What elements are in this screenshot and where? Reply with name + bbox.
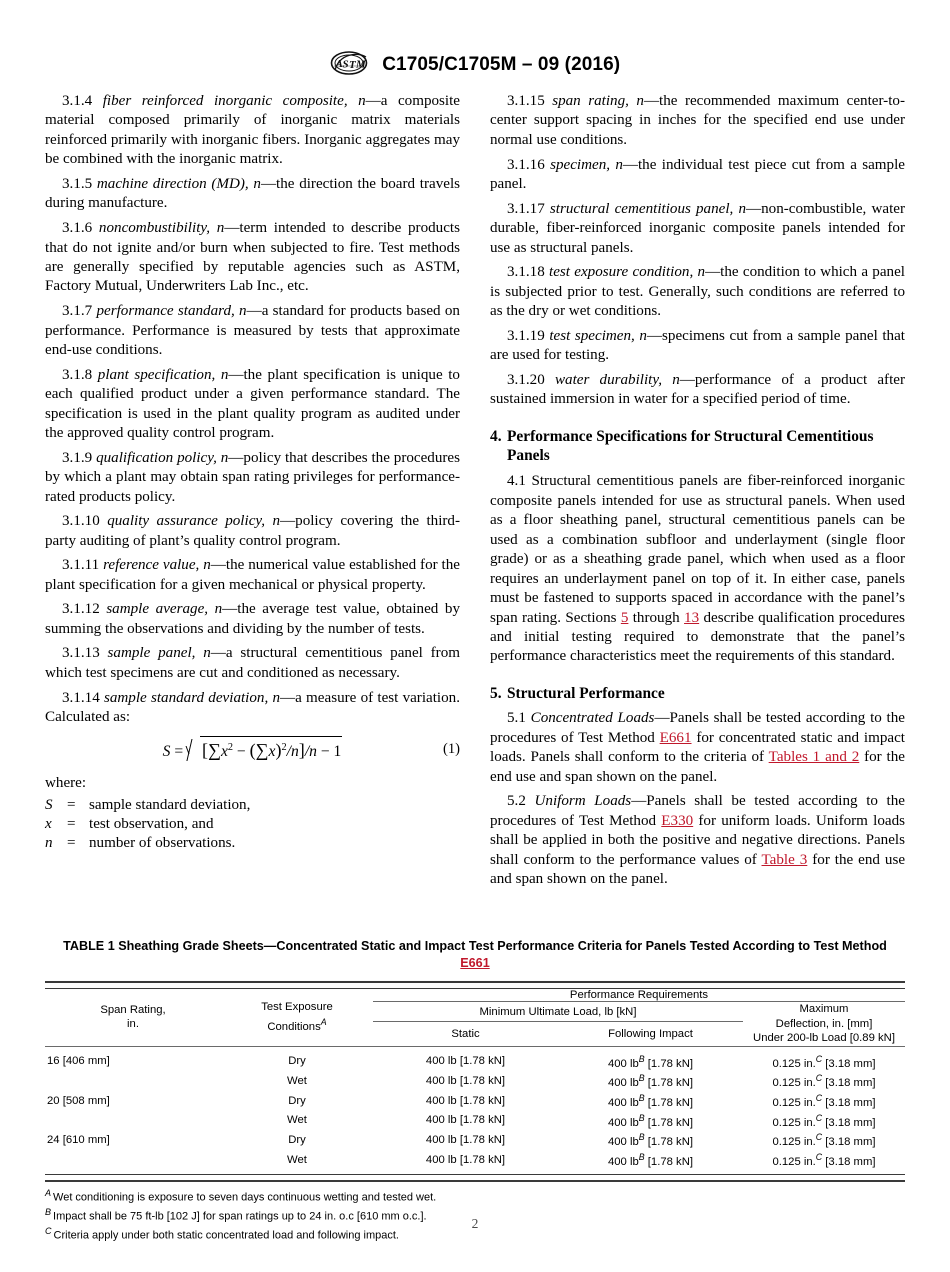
footnote-marker-c: C: [815, 1112, 823, 1123]
def-term: quality assurance policy, n: [107, 513, 281, 530]
definition-3-1-19: [490, 327, 905, 366]
symbol-description: test observation, and: [89, 816, 214, 833]
cell-deflection-si: [3.18 mm]: [822, 1057, 876, 1070]
cell-exposure: Wet: [287, 1114, 307, 1127]
equation-number: (1): [442, 741, 460, 758]
def-text: —the individual test piece cut from a sample panel.: [490, 156, 905, 192]
table-row: [45, 1071, 905, 1091]
def-number: 3.1.6: [62, 220, 93, 237]
header-max-deflection: [743, 1002, 905, 1047]
header-max-deflection-line1: Maximum: [799, 1003, 849, 1015]
footnote-marker-c: C: [815, 1093, 823, 1104]
para-text-part-3: describe qualification procedures and initial testing required to demonstrate that the panel’s performance characteristics meet the requirements of this standard.: [490, 609, 905, 665]
svg-text:S: S: [342, 58, 349, 71]
def-term: test specimen, n: [549, 327, 647, 344]
para-text-part-2: for concentrated static and impact loads. Panels shall conform to the criteria of: [490, 729, 905, 766]
equation-radicand: $[\sum x^2 - (\sum x)^2/n]/n - 1$: [200, 736, 342, 762]
table-row: [45, 1091, 905, 1111]
cell-impact-si: [1.78 kN]: [644, 1077, 693, 1090]
definition-3-1-9: [45, 449, 460, 507]
symbol-description: sample standard deviation,: [89, 796, 251, 813]
def-term: plant specification, n: [97, 366, 229, 383]
cell-impact-value: 400 lb: [607, 1057, 639, 1070]
def-term: specimen, n: [550, 156, 623, 173]
def-text: —specimens cut from a sample panel that are used for testing.: [490, 327, 905, 364]
cell-deflection-value: 0.125 in.: [772, 1057, 816, 1070]
cell-deflection-value: 0.125 in.: [772, 1116, 816, 1129]
definition-3-1-16: [490, 156, 905, 195]
footnote-c-text: Criteria apply under both static concentrated load and following impact.: [53, 1229, 399, 1242]
cell-following-impact: [558, 1130, 743, 1150]
definition-3-1-18: [490, 263, 905, 321]
definition-3-1-10: [45, 512, 460, 551]
cell-impact-value: 400 lb: [607, 1136, 639, 1149]
def-term: test exposure condition, n: [549, 264, 706, 281]
equation-equals: =: [174, 743, 184, 761]
header-test-exposure-line1: Test Exposure: [261, 1001, 333, 1014]
header-test-exposure: [221, 989, 373, 1047]
definition-3-1-8: [45, 366, 460, 444]
def-text: —policy covering the third-party auditing of plant’s quality control program.: [45, 513, 460, 549]
cell-impact-value: 400 lb: [607, 1116, 639, 1129]
footnote-c-mark: C: [45, 1225, 52, 1236]
def-term: machine direction (MD), n: [96, 176, 261, 192]
table-1-footnotes: [45, 1186, 905, 1243]
sqrt-radical-icon: [187, 736, 342, 762]
definition-3-1-4: [45, 92, 460, 170]
def-term: performance standard, n: [96, 303, 247, 320]
symbol: S: [45, 796, 53, 813]
definition-row: [45, 796, 250, 815]
header-test-exposure-text: Conditions: [267, 1020, 321, 1033]
para-number: 4.1: [507, 473, 526, 490]
section-5-title: Structural Performance: [507, 684, 665, 702]
table-row: [45, 1111, 905, 1131]
cell-exposure: Wet: [287, 1074, 307, 1087]
paragraph-5-2: [490, 792, 905, 889]
para-text-part-2: for uniform loads. Uniform loads shall be applied in both the positive and negative directions. Panels shall conform to the performance values of: [490, 812, 905, 868]
def-number: 3.1.20: [507, 371, 545, 388]
def-number: 3.1.4: [62, 93, 93, 109]
paragraph-5-1: [490, 709, 905, 787]
table-1-caption: [63, 938, 887, 972]
cell-impact-si: [1.78 kN]: [644, 1155, 693, 1168]
cell-deflection-si: [3.18 mm]: [822, 1136, 876, 1149]
def-number: 3.1.7: [62, 303, 93, 320]
def-number: 3.1.19: [507, 327, 545, 344]
def-text: —a measure of test variation. Calculated as:: [45, 689, 460, 726]
header-test-exposure-line2: [221, 1015, 373, 1034]
page-number: 2: [471, 1216, 479, 1231]
para-text-part-1: —Panels shall be tested according to the procedures of Test Method: [490, 710, 906, 746]
test-method-link-e661[interactable]: E661: [659, 729, 692, 746]
table-3-link[interactable]: Table 3: [761, 851, 808, 868]
cell-impact-value: 400 lb: [607, 1155, 639, 1168]
header-min-ultimate-load: Minimum Ultimate Load, lb [kN]: [373, 1002, 743, 1022]
equation-lhs: S: [162, 743, 171, 761]
footnote-marker-c: C: [815, 1053, 823, 1064]
cell-deflection-value: 0.125 in.: [772, 1096, 816, 1109]
astm-logo-icon: [330, 50, 370, 82]
cell-static: 400 lb [1.78 kN]: [425, 1074, 506, 1087]
table-1-block: [45, 938, 905, 1243]
def-text: —the direction the board travels during manufacture.: [45, 176, 461, 212]
footnote-b-mark: B: [45, 1206, 52, 1217]
test-method-link-e330[interactable]: E330: [661, 812, 694, 829]
cell-impact-si: [1.78 kN]: [644, 1057, 693, 1070]
cell-span-rating: [45, 1071, 221, 1091]
cell-static: 400 lb [1.78 kN]: [425, 1055, 506, 1068]
cell-deflection-value: 0.125 in.: [772, 1077, 816, 1090]
para-term: Concentrated Loads: [530, 710, 655, 727]
cell-static: 400 lb [1.78 kN]: [425, 1114, 506, 1127]
table-1: [45, 981, 905, 1182]
symbol-definition-list: [45, 796, 250, 854]
def-number: 3.1.10: [62, 513, 100, 530]
equation-1: [45, 736, 460, 762]
table-row: [45, 1150, 905, 1174]
def-term: sample average, n: [106, 601, 223, 618]
para-text-part-1: Structural cementitious panels are fiber-reinforced inorganic composite panels intended for use as structural panels. When used as a floor sheathing panel, structural cementitious panels can be used as a combination subfloor and underlayment (single floor grade) or as a sheathing grade panel, which when used as a floor requires an underlayment panel on top of it. In either case, panels must be fastened to supports spaced in accordance with the panel’s span rating. Sections: [490, 473, 905, 626]
def-number: 3.1.13: [62, 645, 100, 662]
cell-following-impact: [558, 1071, 743, 1091]
section-4-title: Performance Specifications for Structural Cementitious Panels: [507, 427, 874, 465]
cell-max-deflection: [743, 1048, 905, 1072]
running-head: [0, 50, 950, 82]
def-term: qualification policy, n: [96, 449, 229, 466]
def-text: —the average test value, obtained by summing the observations and dividing by the number of tests.: [45, 601, 460, 637]
def-text: —the numerical value established for the plant specification for a given mechanical or physical property.: [45, 557, 460, 593]
definition-row: [45, 815, 250, 834]
table-bottom-rule: [45, 1174, 905, 1181]
cell-deflection-si: [3.18 mm]: [822, 1096, 876, 1109]
header-span-rating-line2: in.: [127, 1018, 139, 1031]
def-term: water durability, n: [554, 371, 680, 388]
cell-max-deflection: [743, 1130, 905, 1150]
symbol: n: [45, 835, 53, 852]
right-column: [490, 92, 905, 890]
def-number: 3.1.14: [62, 689, 100, 706]
def-number: 3.1.15: [507, 93, 545, 109]
def-number: 3.1.9: [62, 449, 93, 466]
def-term: sample panel, n: [107, 645, 211, 662]
footnote-marker-c: C: [815, 1132, 823, 1143]
def-text: —non-combustible, water durable, fiber-reinforced inorganic composite panels intended for use as structural panels.: [490, 200, 905, 256]
table-header-row-1: [45, 989, 905, 1002]
def-number: 3.1.16: [507, 156, 545, 173]
section-5-heading: [490, 684, 905, 703]
def-number: 3.1.12: [62, 601, 100, 618]
paragraph-4-1: [490, 472, 905, 667]
cell-following-impact: [558, 1150, 743, 1174]
header-performance-requirements: Performance Requirements: [569, 989, 709, 1001]
definition-3-1-13: [45, 644, 460, 683]
definition-3-1-17: [490, 200, 905, 258]
footnote-marker-b: B: [638, 1132, 645, 1143]
def-number: 3.1.11: [62, 557, 100, 574]
footnote-marker-b: B: [638, 1093, 645, 1104]
header-max-deflection-line3: Under 200-lb Load [0.89 kN]: [753, 1032, 895, 1045]
cell-following-impact: [558, 1091, 743, 1111]
definition-3-1-7: [45, 302, 460, 360]
definition-row: [45, 834, 250, 853]
para-text-part-3: for the end use and span shown on the panel.: [490, 851, 906, 887]
cell-impact-si: [1.78 kN]: [644, 1116, 693, 1129]
footnote-marker-b: B: [638, 1152, 645, 1163]
definition-3-1-12: [45, 600, 460, 639]
cell-static: 400 lb [1.78 kN]: [425, 1094, 506, 1107]
para-number: 5.1: [507, 710, 526, 727]
header-span-rating: [45, 989, 221, 1047]
cell-span-rating: 16 [406 mm]: [47, 1055, 110, 1068]
where-label: where:: [45, 775, 87, 792]
footnote-a-mark: A: [45, 1187, 52, 1198]
cell-deflection-si: [3.18 mm]: [822, 1077, 876, 1090]
cell-exposure: Dry: [288, 1094, 306, 1107]
cell-exposure: Dry: [288, 1055, 306, 1068]
standard-designation: C1705/C1705M – 09 (2016): [382, 54, 621, 75]
svg-text:T: T: [348, 59, 356, 71]
section-4-number: 4.: [490, 427, 502, 445]
cell-max-deflection: [743, 1150, 905, 1174]
definition-3-1-14: [45, 689, 460, 728]
cell-impact-si: [1.78 kN]: [644, 1136, 693, 1149]
cell-span-rating: 24 [610 mm]: [47, 1133, 110, 1146]
def-term: fiber reinforced inorganic composite, n: [102, 93, 366, 109]
cell-following-impact: [558, 1111, 743, 1131]
footnote-marker-c: C: [815, 1073, 823, 1084]
footnote-b-text: Impact shall be 75 ft-lb [102 J] for span ratings up to 24 in. o.c [610 mm o.c.].: [53, 1210, 427, 1223]
def-text: —a composite material composed primarily of inorganic matrix materials reinforced primarily with inorganic fibers. Inorganic aggregates may be combined with the inorganic matrix.: [45, 93, 460, 168]
definition-3-1-20: [490, 371, 905, 410]
para-text-part-3: for the end use and span shown on the panel.: [490, 749, 905, 785]
symbol-description: number of observations.: [89, 835, 236, 852]
tables-1-and-2-link[interactable]: Tables 1 and 2: [768, 749, 860, 766]
cell-static: 400 lb [1.78 kN]: [425, 1153, 506, 1166]
def-term: span rating, n: [552, 93, 644, 109]
section-link-5[interactable]: 5: [620, 609, 629, 626]
footnote-marker-b: B: [638, 1053, 645, 1064]
table-row: [45, 1130, 905, 1150]
def-number: 3.1.17: [507, 200, 545, 217]
header-max-deflection-line2: Deflection, in. [mm]: [775, 1017, 873, 1030]
def-number: 3.1.5: [62, 176, 93, 192]
cell-span-rating: [45, 1111, 221, 1131]
equals-sign: =: [67, 796, 76, 813]
para-text-part-1: —Panels shall be tested according to the procedures of Test Method: [490, 793, 906, 829]
header-static: Static: [451, 1027, 480, 1040]
footnote-a: [45, 1186, 905, 1205]
svg-text:A: A: [335, 58, 343, 70]
para-term: Uniform Loads: [534, 793, 632, 810]
footnote-marker-a: A: [320, 1017, 327, 1027]
def-text: —a structural cementitious panel from which test specimens are cut and conditioned as necessary.: [45, 645, 460, 681]
table-1-caption-text: TABLE 1 Sheathing Grade Sheets—Concentrated Static and Impact Test Performance Criteria for Panels Tested According to Test Method: [63, 939, 887, 953]
section-4-heading: [490, 427, 905, 466]
def-number: 3.1.18: [507, 264, 545, 281]
cell-max-deflection: [743, 1091, 905, 1111]
def-text: —the recommended maximum center-to-center support spacing in inches for the specified end use under normal use conditions.: [490, 93, 905, 148]
cell-deflection-si: [3.18 mm]: [822, 1155, 876, 1168]
header-following-impact: Following Impact: [608, 1027, 693, 1040]
def-text: —policy that describes the procedures by which a plant may obtain span rating privileges for performance-rated products policy.: [45, 449, 461, 505]
definition-3-1-15: [490, 92, 905, 150]
cell-max-deflection: [743, 1071, 905, 1091]
definition-3-1-6: [45, 219, 460, 297]
definition-3-1-11: [45, 556, 460, 595]
cell-deflection-value: 0.125 in.: [772, 1155, 816, 1168]
equation-1-wrapper: [45, 736, 460, 766]
rule: [45, 1174, 905, 1181]
footnote-marker-b: B: [638, 1073, 645, 1084]
cell-span-rating: 20 [508 mm]: [47, 1094, 110, 1107]
equals-sign: =: [67, 816, 76, 833]
cell-exposure: Wet: [287, 1153, 307, 1166]
equals-sign: =: [67, 835, 76, 852]
cell-impact-value: 400 lb: [607, 1096, 639, 1109]
cell-max-deflection: [743, 1111, 905, 1131]
cell-exposure: Dry: [288, 1133, 306, 1146]
svg-text:M: M: [355, 58, 366, 71]
def-term: noncombustibility, n: [98, 220, 225, 237]
footnote-marker-c: C: [815, 1152, 823, 1163]
table-row: [45, 1048, 905, 1072]
header-span-rating-line1: Span Rating,: [100, 1003, 166, 1016]
cell-impact-si: [1.78 kN]: [644, 1096, 693, 1109]
def-text: —term intended to describe products that do not ignite and/or burn when subjected to fire. Test methods are generally specified by reputable agencies such as ASTM, Factory Mutual, Underwriters Lab Inc., etc.: [45, 220, 460, 295]
cell-deflection-si: [3.18 mm]: [822, 1116, 876, 1129]
def-text: —the plant specification is unique to each qualified product under a given performance standard. The specification is used in the plant quality program as audited under the approved quality control program.: [45, 366, 460, 441]
cell-following-impact: [558, 1048, 743, 1072]
para-number: 5.2: [507, 793, 526, 810]
para-text-part-2: through: [628, 609, 685, 626]
def-term: structural cementitious panel, n: [549, 200, 747, 217]
section-link-13[interactable]: 13: [684, 609, 700, 626]
def-term: reference value, n: [103, 557, 211, 574]
cell-impact-value: 400 lb: [607, 1077, 639, 1090]
left-column: [45, 92, 460, 890]
def-term: sample standard deviation, n: [103, 689, 281, 706]
footnote-a-text: Wet conditioning is exposure to seven days continuous wetting and tested wet.: [53, 1191, 437, 1204]
section-5-number: 5.: [490, 684, 502, 702]
def-number: 3.1.8: [62, 366, 93, 383]
cell-deflection-value: 0.125 in.: [772, 1136, 816, 1149]
body-columns: [45, 92, 905, 890]
symbol: x: [45, 816, 52, 833]
def-text: —performance of a product after sustained immersion in water for a specified period of time.: [490, 371, 905, 408]
cell-span-rating: [45, 1150, 221, 1174]
table-1-caption-link-e661[interactable]: E661: [460, 956, 490, 970]
cell-static: 400 lb [1.78 kN]: [425, 1133, 506, 1146]
def-text: —the condition to which a panel is subjected prior to test. Generally, such conditions are referred to as the dry or wet conditions.: [490, 264, 905, 320]
footnote-marker-b: B: [638, 1112, 645, 1123]
definition-3-1-5: [45, 175, 460, 214]
def-text: —a standard for products based on performance. Performance is measured by tests that approximate end-use conditions.: [45, 303, 460, 358]
